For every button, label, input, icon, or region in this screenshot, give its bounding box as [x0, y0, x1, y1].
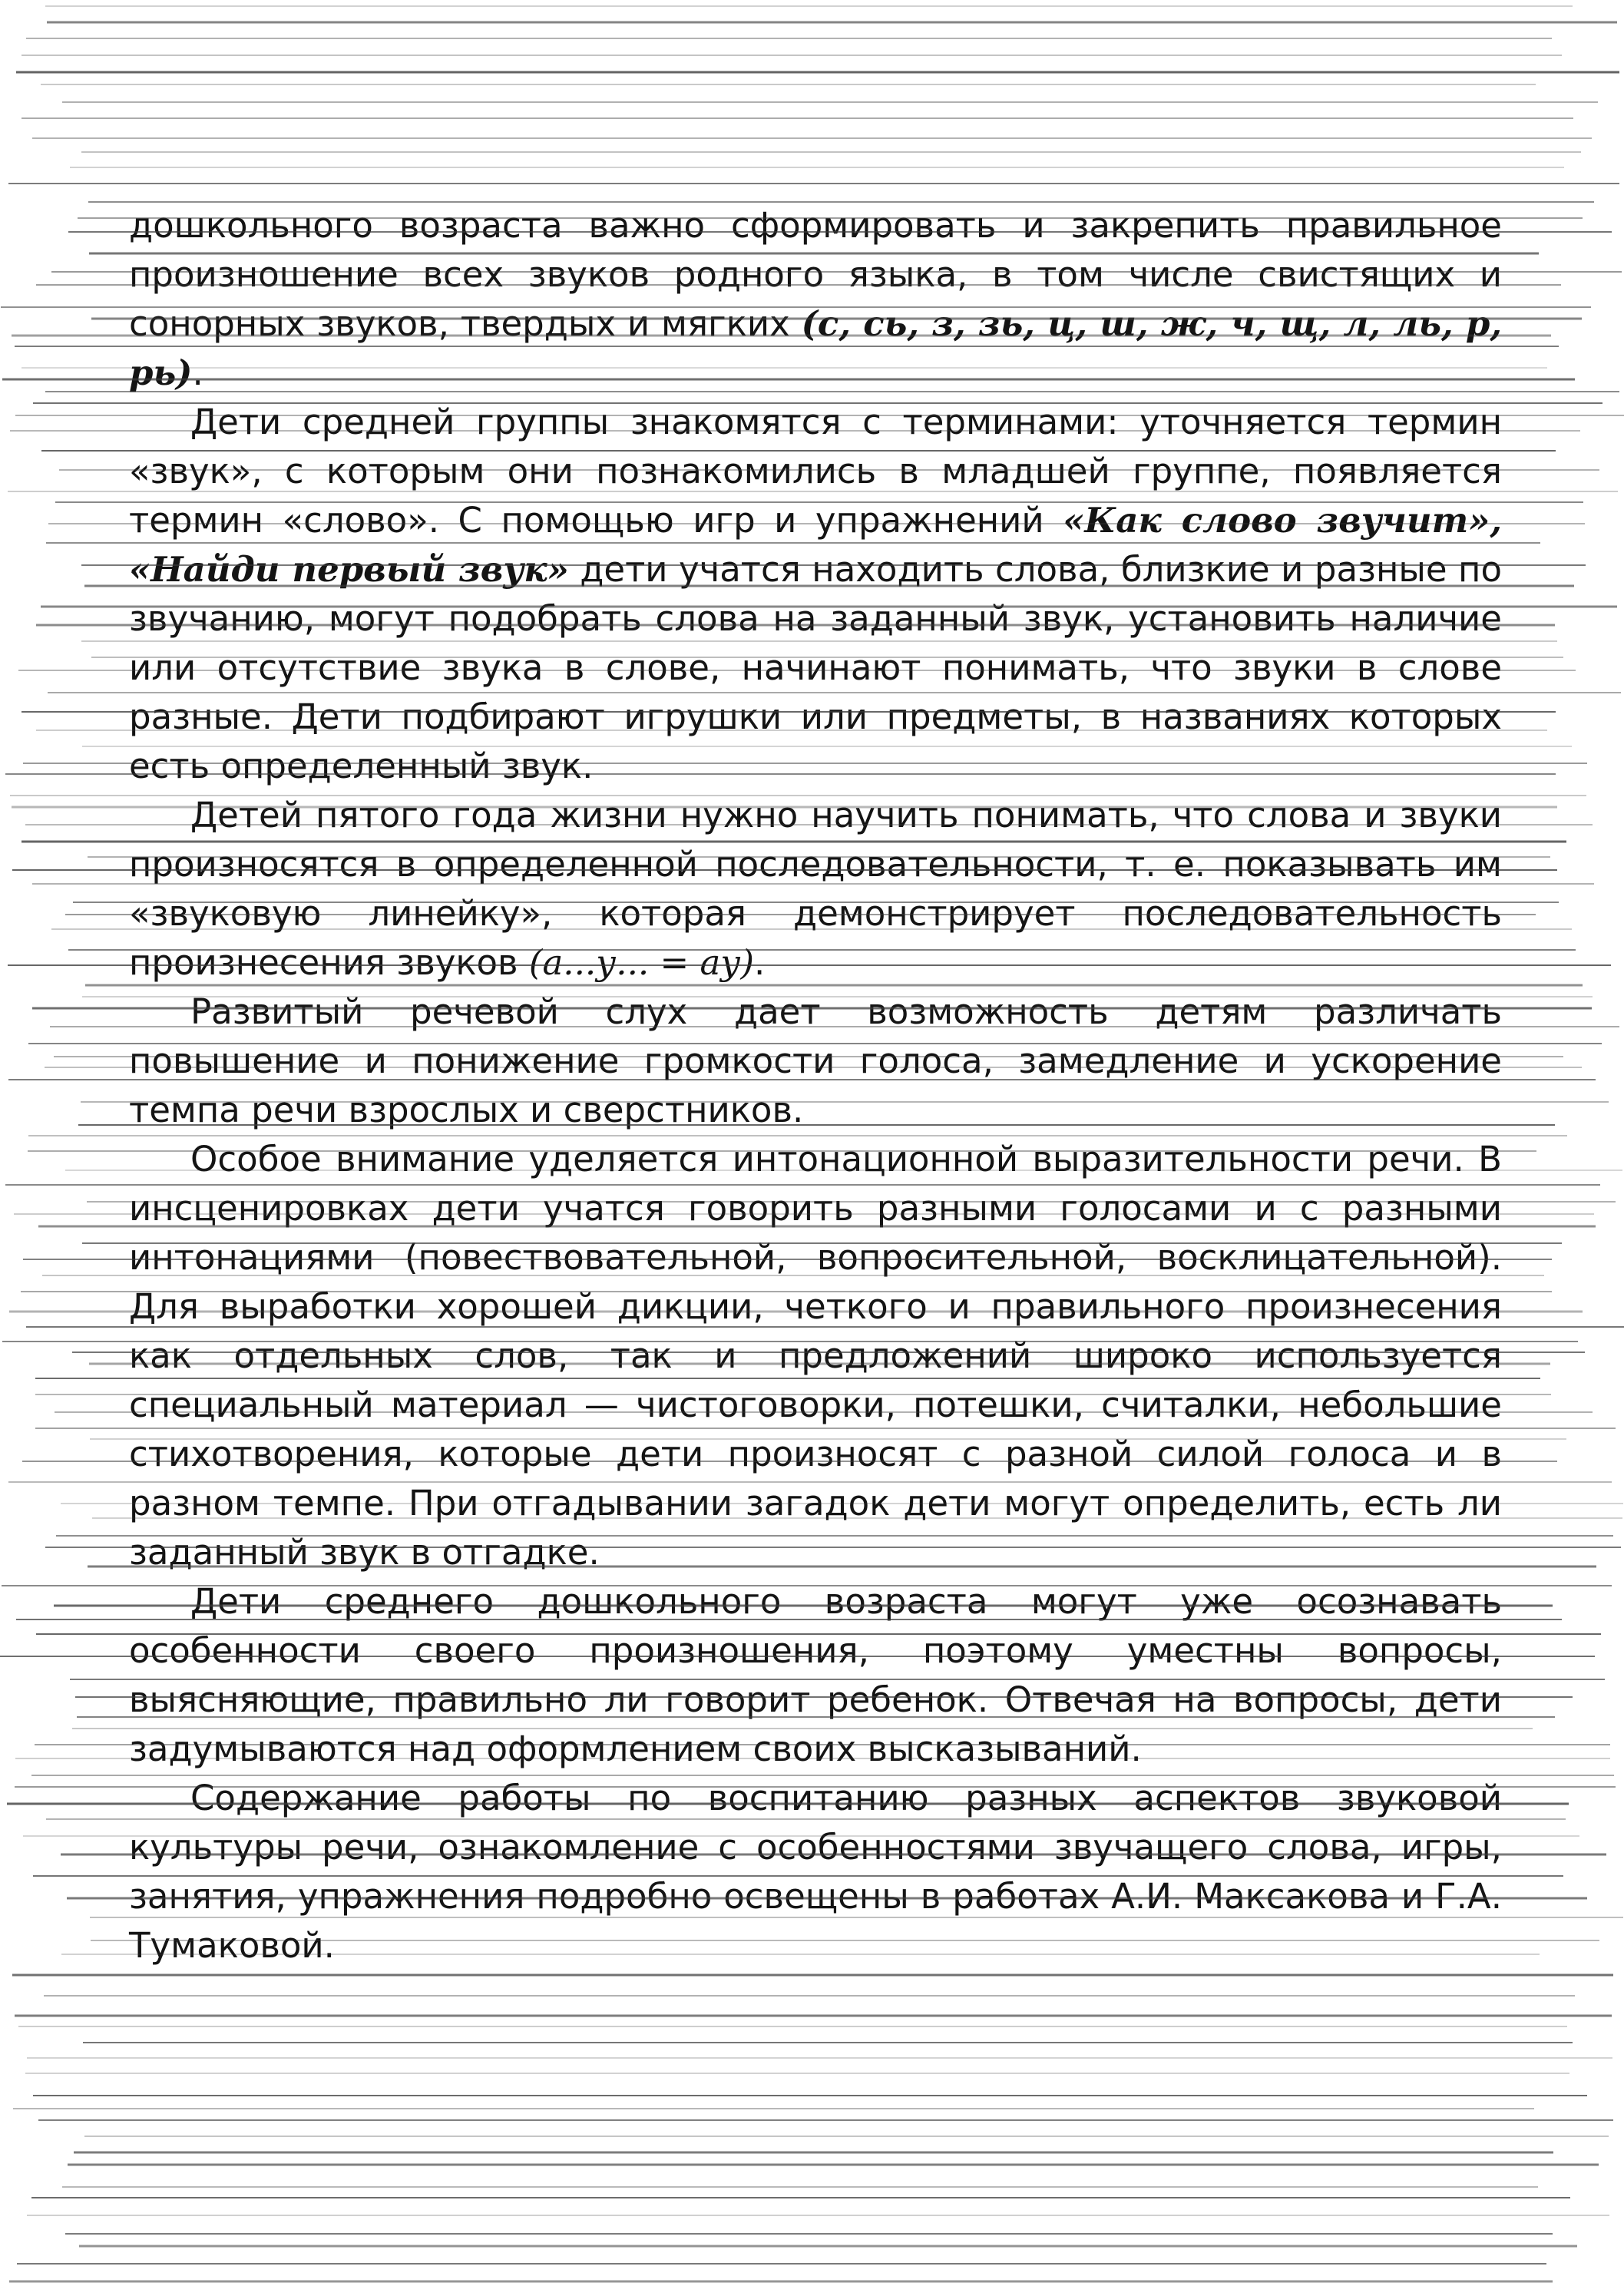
text-run: Дети среднего дошкольного возраста могут уже осознавать особенности своего произношения, поэтому уместны вопросы, выясняющие, правильно ли говорит ребенок. Отвечая на вопросы, дети задумываются над оформлением своих высказываний.: [129, 1581, 1502, 1769]
sound-list: (с, сь, з, зь, ц, ш, ж, ч, щ, л, ль, р, рь): [129, 303, 1502, 393]
paragraph-1: [129, 201, 1502, 398]
text-run: Развитый речевой слух дает возможность детям различать повышение и понижение громкости голоса, замедление и ускорение темпа речи взрослых и сверстников.: [129, 991, 1502, 1130]
paragraph-7: [129, 1774, 1502, 1970]
paragraph-6: [129, 1577, 1502, 1774]
text-run: дошкольного возраста важно сформировать и закрепить правильное произношение всех звуков родного языка, в том числе свистящих и сонорных звуков, твердых и мягких: [129, 205, 1502, 344]
paragraph-4: [129, 988, 1502, 1135]
text-run: Детей пятого года жизни нужно научить понимать, что слова и звуки произносятся в определенной последовательности, т. е. показывать им «звуковую линейку», которая демонстрирует последовательность произнесения звуков: [129, 795, 1502, 983]
text-run: дети учатся находить слова, близкие и разные по звучанию, могут подобрать слова на заданный звук, установить наличие или отсутствие звука в слове, начинают понимать, что звуки в слове разные. Дети подбирают игрушки или предметы, в названиях которых есть определенный звук.: [129, 549, 1503, 786]
text-run: Особое внимание уделяется интонационной выразительности речи. В инсценировках дети учатся говорить разными голосами и с разными интонациями (повествовательной, вопросительной, восклицательной). Для выработки хорошей дикции, четкого и правильного произнесения как отдельных слов, так и предложений широко используется специальный материал — чистоговорки, потешки, считалки, небольшие стихотворения, которые дети произносят с разной силой голоса и в разном темпе. При отгадывании загадок дети могут определить, есть ли заданный звук в отгадке.: [129, 1139, 1502, 1573]
game-titles: «Как слово звучит», «Найди первый звук»: [129, 500, 1502, 590]
text-run: Дети средней группы знакомятся с терминами: уточняется термин «звук», с которым они познакомились в младшей группе, появляется термин «слово». С помощью игр и упражнений: [129, 402, 1502, 541]
text-run: .: [754, 942, 766, 983]
paragraph-5: [129, 1135, 1502, 1577]
paragraph-2: [129, 398, 1502, 791]
text-run: Содержание работы по воспитанию разных аспектов звуковой культуры речи, ознакомление с особенностями звучащего слова, игры, занятия, упражнения подробно освещены в работах А.И. Максакова и Г.А. Тумаковой.: [129, 1778, 1502, 1966]
text-run: .: [192, 352, 203, 393]
body-text: [129, 201, 1502, 1970]
sound-sequence: (а...у... = ау): [528, 942, 755, 983]
paragraph-3: [129, 791, 1502, 988]
